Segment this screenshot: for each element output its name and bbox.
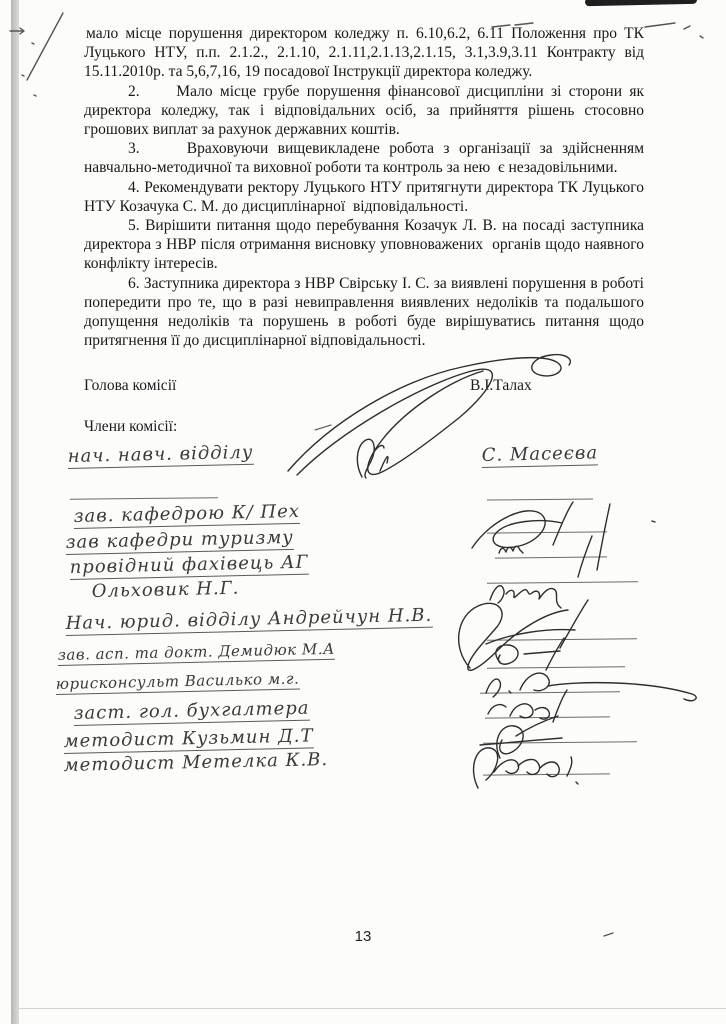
scan-smudge [585,0,697,6]
signature-line [487,637,637,641]
signature-line [483,740,637,744]
signature-line [480,690,620,693]
signature-member-2 [597,504,655,570]
signature-member-11 [480,716,562,758]
member-position-12: методист Метелка К.В. [63,749,329,776]
signature-member-12 [474,748,578,788]
scan-fold-line [14,1008,726,1009]
member-position-9: юрисконсульт Василько м.г. [55,669,300,694]
member-position-6: Ольховик Н.Г. [91,577,240,602]
member-name-1: С. Масеєва [481,442,599,467]
signature-line [487,497,593,500]
pen-mark-dots [22,43,36,96]
paragraph-3: 3. Враховуючи вищевикладене робота з організації за здійсненням навчально-методичної та виховної роботи та контроль за нею є незадовільними. [84,140,644,177]
member-position-7: Нач. юрид. відділу Андрейчун Н.В. [65,604,433,635]
member-position-10: заст. гол. бухгалтера [73,697,310,725]
paragraph-2: 2. Мало місце грубе порушення фінансової дисципліни зі сторони як директора коледжу, так і відповідальних осіб, за прийняття рішень стосовно грошових виплат за рахунок державних коштів. [84,82,644,139]
paragraph-5: 5. Вирішити питання щодо перебування Козачук Л. В. на посаді заступника директора з НВР після отримання висновку уповноважених органів щодо наявного конфлікту інтересів. [84,217,644,273]
resolution-text [84,24,644,350]
paragraph-1: мало місце порушення директором коледжу п. 6.10,6.2, 6.11 Положення про ТК Луцького НТУ, п.п. 2.1.2., 2.1.10, 2.1.11,2.1.13,2.1.15, 3.1,3.9,3.11 Контракту від 15.11.2010р. та 5,6,7,16, 19 посадової Інструкції директора коледжу. [84,25,644,81]
member-position-4: зав кафедри туризму [65,526,294,554]
signature-member-5 [490,586,561,608]
member-position-1: нач. навч. відділу [67,441,254,468]
member-position-3: зав. кафедрою К/ Пех [73,500,301,528]
member-position-11: методист Кузьмин Д.Т [63,725,314,753]
member-position-8: зав. асп. та докт. Демидюк М.А [57,639,336,665]
signature-line [485,715,610,718]
signature-line [487,530,607,533]
paragraph-6: 6. Заступника директора з НВР Свірську І. С. за виявлені порушення в роботі попередити про те, що в разі невиправлення виявлених недоліків та подальшого допущення недоліків та порушень в роботі буде вирішуватись питання щодо притягнення її до дисциплінарної відповідальності. [84,274,644,350]
members-label: Члени комісії: [84,418,178,435]
signature-member-9 [486,673,696,701]
signature-line [495,555,607,558]
signature-line [487,580,638,584]
scan-edge-band [11,0,19,1024]
pen-mark-diagonal [27,13,63,80]
pen-mark-overline-tk [645,23,703,38]
member-position-5: провідний фахівець АГ [69,551,309,579]
signature-line [487,665,625,668]
signature-member-6 [459,600,588,670]
page-number: 13 [354,928,372,945]
signature-line [483,772,610,775]
paragraph-4: 4. Рекомендувати ректору Луцького НТУ притягнути директора ТК Луцького НТУ Козачука С. М. до дисциплінарної відповідальності. [84,178,644,215]
chair-name: В.І.Талах [470,377,532,394]
chair-label: Голова комісії [84,377,177,394]
blank-signature-line-left [70,496,218,500]
signature-member-3 [472,502,573,548]
